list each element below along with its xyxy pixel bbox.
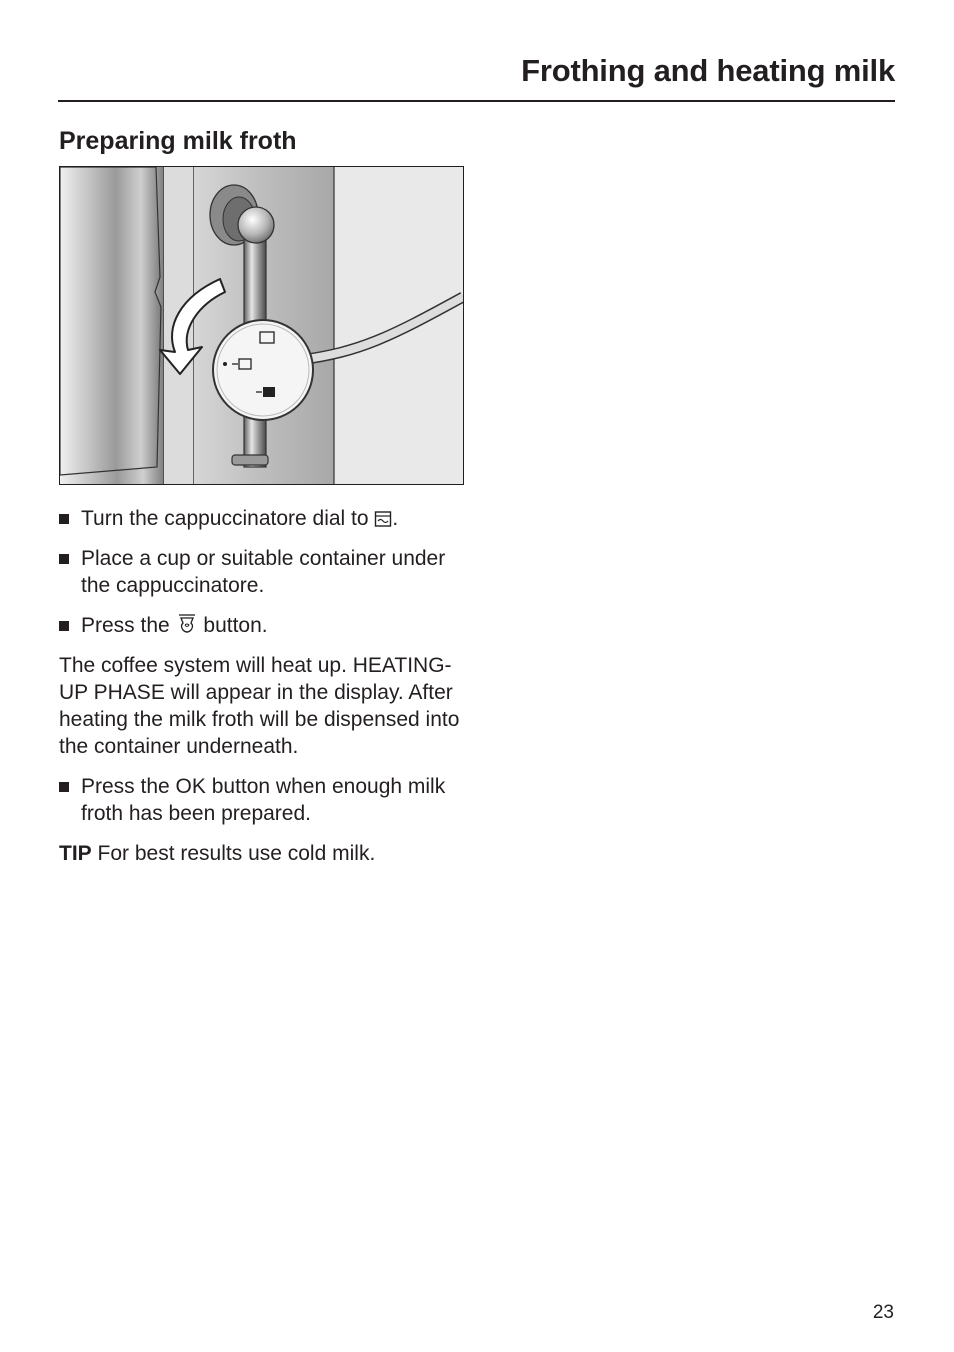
step-turn-dial: Turn the cappuccinatore dial to . — [59, 505, 479, 532]
heating-description: The coffee system will heat up. HEATING-UP PHASE will appear in the display. After heating the milk froth will be dispensed into the container underneath. — [59, 654, 460, 758]
bullet-square-icon — [59, 554, 69, 564]
instructions — [59, 505, 479, 880]
tip-text: For best results use cold milk. — [97, 842, 376, 865]
step-press-button: Press the button. — [59, 612, 479, 639]
bullet-square-icon — [59, 782, 69, 792]
milk-froth-setting-icon — [374, 510, 392, 528]
tip-note — [59, 840, 479, 867]
section-title: Preparing milk froth — [59, 127, 297, 155]
page-title: Frothing and heating milk — [521, 53, 895, 88]
bullet-square-icon — [59, 514, 69, 524]
page-number: 23 — [872, 1302, 894, 1323]
page-header — [58, 52, 895, 102]
step-place-cup: Place a cup or suitable container under the cappuccinatore. — [59, 545, 479, 599]
bullet-square-icon — [59, 621, 69, 631]
step-press-ok: Press the OK button when enough milk froth has been prepared. — [59, 773, 479, 827]
steam-button-icon — [176, 613, 198, 635]
tip-label: TIP — [59, 842, 92, 865]
cappuccinatore-illustration — [59, 166, 464, 485]
